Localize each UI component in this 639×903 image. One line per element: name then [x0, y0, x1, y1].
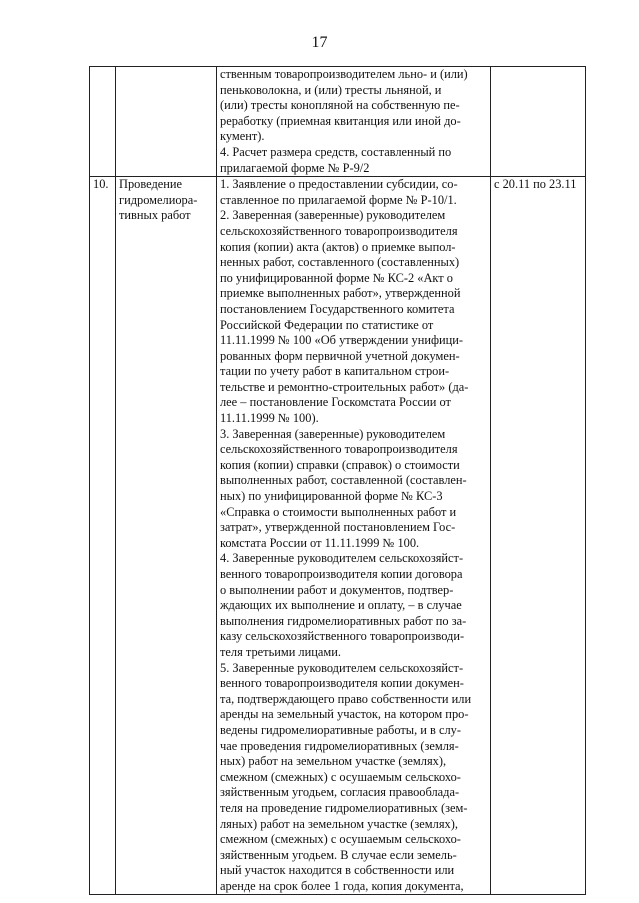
doc-line: 11.11.1999 № 100 «Об утверждении унифици- — [220, 333, 464, 348]
activity-line: гидромелиора- — [119, 192, 198, 207]
doc-line: 2. Заверенная (заверенные) руководителем — [220, 208, 446, 223]
table-row — [90, 177, 586, 895]
doc-line: зяйственным угодьем, согласия правооблада- — [220, 785, 460, 800]
doc-line: выполнения гидромелиоративных работ по за- — [220, 613, 467, 628]
page-number: 17 — [311, 34, 328, 51]
doc-line: копия (копии) справки (справок) о стоимости — [220, 457, 460, 472]
doc-line: ных) работ на земельном участке (землях), — [220, 754, 447, 769]
doc-line: комстата России от 11.11.1999 № 100. — [220, 535, 420, 550]
doc-line: ставленное по прилагаемой форме № Р-10/1. — [220, 192, 457, 207]
doc-line: кумент). — [220, 129, 265, 144]
doc-line: по унифицированной форме № КС-2 «Акт о — [220, 270, 454, 285]
doc-line: выполненных работ, составленной (составлен- — [220, 473, 467, 488]
doc-line: «Справка о стоимости выполненных работ и — [220, 504, 457, 519]
activity-line: Проведение — [119, 177, 183, 192]
doc-line: казу сельскохозяйственного товаропроизводи- — [220, 629, 465, 644]
doc-line: 5. Заверенные руководителем сельскохозяйст- — [220, 660, 464, 675]
doc-line: 4. Заверенные руководителем сельскохозяйст- — [220, 551, 464, 566]
doc-line: сельскохозяйственного товаропроизводителя — [220, 442, 458, 457]
documents-cell — [217, 177, 491, 895]
period-cell — [491, 67, 586, 177]
doc-line: ный участок находится в собственности или — [220, 863, 455, 878]
doc-line: теля третьими лицами. — [220, 644, 341, 659]
doc-line: аренде на срок более 1 года, копия документа, — [220, 878, 464, 893]
doc-line: Российской Федерации по статистике от — [220, 317, 434, 332]
doc-line: приемке выполненных работ», утвержденной — [220, 286, 461, 301]
row-number-cell: 10. — [90, 177, 116, 895]
period-cell: с 20.11 по 23.11 — [491, 177, 586, 895]
activity-line: тивных работ — [119, 208, 191, 223]
activity-cell — [116, 67, 217, 177]
doc-line: зяйственным угодьем. В случае если земель- — [220, 847, 457, 862]
doc-line: аренды на земельный участок, на котором про- — [220, 707, 469, 722]
doc-line: ненных работ, составленного (составленных) — [220, 255, 460, 270]
doc-line: прилагаемой форме № Р-9/2 — [220, 160, 370, 175]
doc-line: (или) тресты конопляной на собственную пе- — [220, 98, 460, 113]
doc-line: теля на проведение гидромелиоративных (зем- — [220, 800, 468, 815]
documents-cell — [217, 67, 491, 177]
doc-line: 1. Заявление о предоставлении субсидии, со- — [220, 177, 458, 192]
doc-line: 3. Заверенная (заверенные) руководителем — [220, 426, 446, 441]
document-table — [89, 66, 586, 895]
doc-line: 11.11.1999 № 100). — [220, 411, 319, 426]
doc-line: пеньковолокна, и (или) тресты льняной, и — [220, 82, 442, 97]
activity-cell — [116, 177, 217, 895]
doc-line: чае проведения гидромелиоративных (земля- — [220, 738, 459, 753]
table-row — [90, 67, 586, 177]
doc-line: копия (копии) акта (актов) о приемке выпол- — [220, 239, 456, 254]
doc-line: ведены гидромелиоративные работы, и в слу- — [220, 722, 461, 737]
doc-line: тельстве и ремонтно-строительных работ» (да- — [220, 379, 469, 394]
doc-line: смежном (смежных) с осушаемым сельскохо- — [220, 769, 461, 784]
doc-line: постановлением Государственного комитета — [220, 301, 455, 316]
doc-line: ных) по унифицированной форме № КС-3 — [220, 489, 443, 504]
row-number-cell — [90, 67, 116, 177]
doc-line: тации по учету работ в капитальном строи- — [220, 364, 450, 379]
doc-line: лее – постановление Госкомстата России от — [220, 395, 451, 410]
doc-line: ственным товаропроизводителем льно- и (или) — [220, 67, 468, 81]
doc-line: ждающих их выполнение и оплату, – в случае — [220, 598, 462, 613]
doc-line: смежном (смежных) с осушаемым сельскохо- — [220, 832, 461, 847]
doc-line: та, подтверждающего право собственности или — [220, 691, 472, 706]
doc-line: ляных) работ на земельном участке (землях), — [220, 816, 458, 831]
doc-line: венного товаропроизводителя копии докумен- — [220, 676, 464, 691]
doc-line: реработку (приемная квитанция или иной до- — [220, 113, 461, 128]
doc-line: о выполнении работ и документов, подтвер- — [220, 582, 454, 597]
doc-line: затрат», утвержденной постановлением Гос- — [220, 520, 456, 535]
doc-line: сельскохозяйственного товаропроизводителя — [220, 223, 458, 238]
doc-line: венного товаропроизводителя копии договора — [220, 567, 463, 581]
doc-line: рованных форм первичной учетной докумен- — [220, 348, 460, 363]
doc-line: 4. Расчет размера средств, составленный по — [220, 144, 452, 159]
